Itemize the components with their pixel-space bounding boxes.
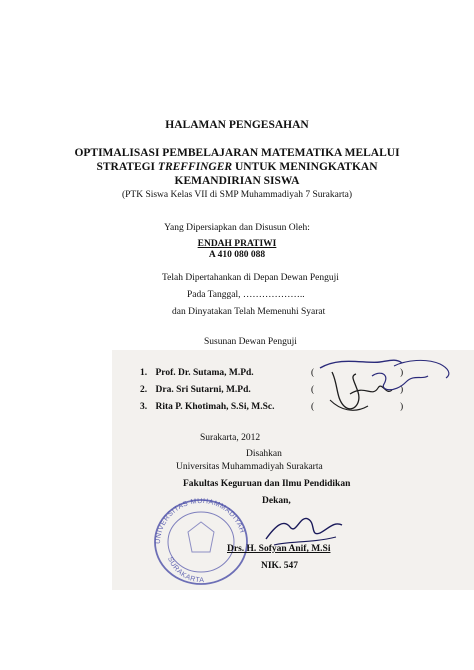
approval-place-year: Surakarta, 2012 <box>200 433 261 443</box>
stamp-text-top: UNIVERSITAS MUHAMMADIYAH <box>154 497 246 545</box>
signature-paren-open-3: ( <box>311 402 315 412</box>
thesis-subtitle: (PTK Siswa Kelas VII di SMP Muhammadiyah 7 Surakarta) <box>121 190 353 200</box>
member-number: 1. <box>140 368 148 378</box>
university-stamp <box>146 492 256 587</box>
prepared-by-label: Yang Dipersiapkan dan Disusun Oleh: <box>164 223 310 233</box>
thesis-title-italic: TREFFINGER <box>157 161 233 173</box>
signature-paren-open-1: ( <box>311 368 315 378</box>
defense-line-3: dan Dinyatakan Telah Memenuhi Syarat <box>172 307 326 317</box>
thesis-title-line-2 <box>0 161 474 173</box>
signature-paren-close-3: ) <box>400 402 404 412</box>
approval-approved: Disahkan <box>246 449 282 459</box>
dean-nik: NIK. 547 <box>261 561 298 571</box>
defense-line-1: Telah Dipertahankan di Depan Dewan Penguji <box>162 273 339 283</box>
dean-name: Drs. H. Sofyan Anif, M.Si <box>227 544 331 554</box>
board-member-1 <box>140 368 254 378</box>
board-member-3 <box>140 402 274 412</box>
dean-label: Dekan, <box>262 496 291 506</box>
thesis-title-line-1: OPTIMALISASI PEMBELAJARAN MATEMATIKA MELALUI <box>74 147 400 159</box>
approval-university: Universitas Muhammadiyah Surakarta <box>176 462 323 472</box>
thesis-title-post: UNTUK MENINGKATKAN <box>232 161 378 173</box>
board-label: Susunan Dewan Penguji <box>204 337 297 347</box>
page-header: HALAMAN PENGESAHAN <box>165 119 309 131</box>
examiner-signatures <box>310 354 460 424</box>
board-member-2 <box>140 385 251 395</box>
member-name: Dra. Sri Sutarni, M.Pd. <box>155 385 251 395</box>
member-name: Rita P. Khotimah, S.Si, M.Sc. <box>155 402 275 412</box>
signature-paren-close-1: ) <box>400 368 404 378</box>
author-name: ENDAH PRATIWI <box>197 239 277 249</box>
approval-faculty: Fakultas Keguruan dan Ilmu Pendidikan <box>183 479 351 489</box>
member-name: Prof. Dr. Sutama, M.Pd. <box>155 368 254 378</box>
svg-text:SURAKARTA <box>166 556 204 584</box>
stamp-text-bottom: SURAKARTA <box>166 556 205 585</box>
signature-paren-open-2: ( <box>311 385 315 395</box>
member-number: 3. <box>140 402 148 412</box>
signature-paren-close-2: ) <box>400 385 404 395</box>
defense-date: Pada Tanggal, ……………….. <box>187 290 305 300</box>
author-nim: A 410 080 088 <box>208 250 266 260</box>
member-number: 2. <box>140 385 148 395</box>
thesis-title-pre: STRATEGI <box>96 161 158 173</box>
thesis-title-line-3: KEMANDIRIAN SISWA <box>174 175 300 187</box>
